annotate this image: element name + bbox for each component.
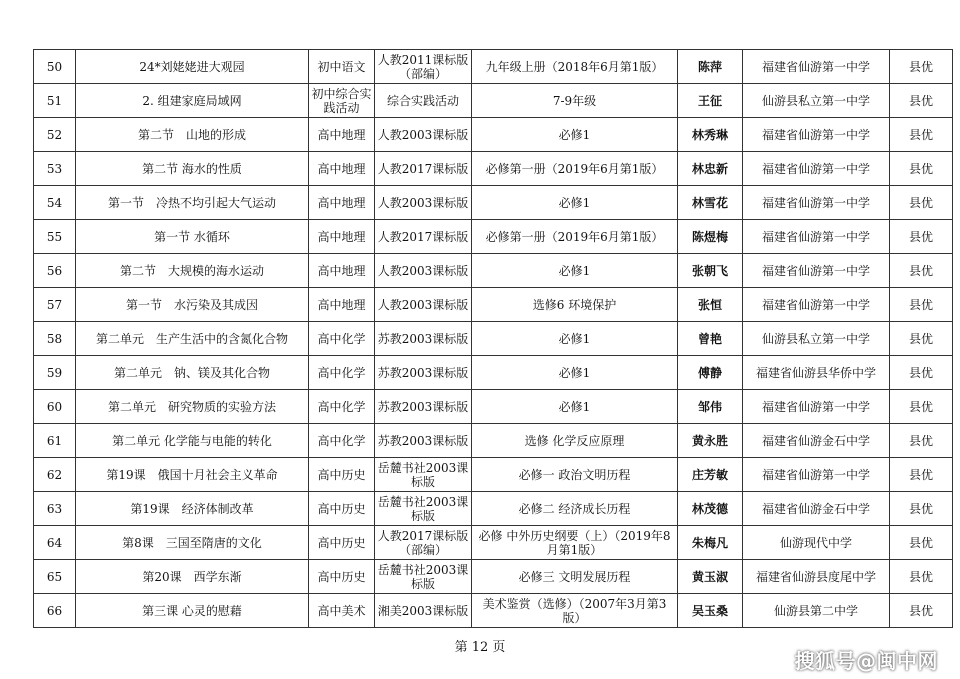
lesson-title-cell: 第二单元 化学能与电能的转化 bbox=[76, 424, 309, 458]
textbook-volume-cell: 必修1 bbox=[472, 118, 678, 152]
textbook-edition-cell: 综合实践活动 bbox=[375, 84, 472, 118]
subject-cell: 高中化学 bbox=[309, 424, 375, 458]
lesson-title-cell: 第19课 俄国十月社会主义革命 bbox=[76, 458, 309, 492]
subject-cell: 高中地理 bbox=[309, 118, 375, 152]
award-level-cell: 县优 bbox=[890, 84, 953, 118]
award-level-cell: 县优 bbox=[890, 186, 953, 220]
textbook-edition-cell: 人教2003课标版 bbox=[375, 254, 472, 288]
teacher-name-cell: 林忠新 bbox=[678, 152, 743, 186]
table-row bbox=[34, 50, 953, 84]
teacher-name-cell: 陈煜梅 bbox=[678, 220, 743, 254]
school-name-cell: 福建省仙游第一中学 bbox=[743, 458, 890, 492]
textbook-volume-cell: 必修1 bbox=[472, 356, 678, 390]
award-level-cell: 县优 bbox=[890, 288, 953, 322]
lesson-title-cell: 第三课 心灵的慰藉 bbox=[76, 594, 309, 628]
row-number-cell: 57 bbox=[34, 288, 76, 322]
lesson-title-cell: 第二单元 生产生活中的含氮化合物 bbox=[76, 322, 309, 356]
textbook-edition-cell: 人教2003课标版 bbox=[375, 288, 472, 322]
row-number-cell: 65 bbox=[34, 560, 76, 594]
table-row bbox=[34, 356, 953, 390]
table-row bbox=[34, 254, 953, 288]
textbook-edition-cell: 湘美2003课标版 bbox=[375, 594, 472, 628]
page-number: 第 12 页 bbox=[454, 640, 506, 655]
lesson-title-cell: 2. 组建家庭局域网 bbox=[76, 84, 309, 118]
lesson-title-cell: 第二节 大规模的海水运动 bbox=[76, 254, 309, 288]
teacher-name-cell: 张朝飞 bbox=[678, 254, 743, 288]
row-number-cell: 54 bbox=[34, 186, 76, 220]
table-row bbox=[34, 118, 953, 152]
award-level-cell: 县优 bbox=[890, 560, 953, 594]
lesson-title-cell: 第8课 三国至隋唐的文化 bbox=[76, 526, 309, 560]
school-name-cell: 福建省仙游第一中学 bbox=[743, 152, 890, 186]
lesson-title-cell: 第一节 水污染及其成因 bbox=[76, 288, 309, 322]
subject-cell: 高中历史 bbox=[309, 458, 375, 492]
table-row bbox=[34, 458, 953, 492]
row-number-cell: 55 bbox=[34, 220, 76, 254]
award-level-cell: 县优 bbox=[890, 152, 953, 186]
teacher-name-cell: 张恒 bbox=[678, 288, 743, 322]
row-number-cell: 61 bbox=[34, 424, 76, 458]
row-number-cell: 62 bbox=[34, 458, 76, 492]
subject-cell: 高中地理 bbox=[309, 186, 375, 220]
subject-cell: 高中历史 bbox=[309, 560, 375, 594]
row-number-cell: 53 bbox=[34, 152, 76, 186]
table-row bbox=[34, 220, 953, 254]
subject-cell: 初中综合实践活动 bbox=[309, 84, 375, 118]
textbook-volume-cell: 必修一 政治文明历程 bbox=[472, 458, 678, 492]
textbook-edition-cell: 苏教2003课标版 bbox=[375, 390, 472, 424]
table-row bbox=[34, 322, 953, 356]
subject-cell: 高中化学 bbox=[309, 322, 375, 356]
row-number-cell: 66 bbox=[34, 594, 76, 628]
table-row bbox=[34, 186, 953, 220]
table-row bbox=[34, 288, 953, 322]
table-row bbox=[34, 424, 953, 458]
teacher-name-cell: 黄永胜 bbox=[678, 424, 743, 458]
award-level-cell: 县优 bbox=[890, 254, 953, 288]
textbook-volume-cell: 九年级上册（2018年6月第1版） bbox=[472, 50, 678, 84]
school-name-cell: 福建省仙游金石中学 bbox=[743, 424, 890, 458]
row-number-cell: 63 bbox=[34, 492, 76, 526]
row-number-cell: 60 bbox=[34, 390, 76, 424]
subject-cell: 高中美术 bbox=[309, 594, 375, 628]
textbook-edition-cell: 人教2017课标版 bbox=[375, 152, 472, 186]
subject-cell: 高中化学 bbox=[309, 390, 375, 424]
subject-cell: 高中地理 bbox=[309, 220, 375, 254]
school-name-cell: 仙游县私立第一中学 bbox=[743, 322, 890, 356]
table-row bbox=[34, 526, 953, 560]
school-name-cell: 仙游县第二中学 bbox=[743, 594, 890, 628]
lesson-title-cell: 第一节 水循环 bbox=[76, 220, 309, 254]
award-level-cell: 县优 bbox=[890, 458, 953, 492]
lesson-title-cell: 第二单元 钠、镁及其化合物 bbox=[76, 356, 309, 390]
school-name-cell: 福建省仙游第一中学 bbox=[743, 254, 890, 288]
textbook-edition-cell: 人教2017课标版 bbox=[375, 220, 472, 254]
textbook-volume-cell: 必修 中外历史纲要（上）（2019年8月第1版） bbox=[472, 526, 678, 560]
table-row bbox=[34, 492, 953, 526]
textbook-volume-cell: 选修 化学反应原理 bbox=[472, 424, 678, 458]
award-level-cell: 县优 bbox=[890, 118, 953, 152]
textbook-edition-cell: 岳麓书社2003课标版 bbox=[375, 560, 472, 594]
row-number-cell: 56 bbox=[34, 254, 76, 288]
school-name-cell: 福建省仙游金石中学 bbox=[743, 492, 890, 526]
textbook-volume-cell: 美术鉴赏（选修）（2007年3月第3版） bbox=[472, 594, 678, 628]
textbook-edition-cell: 人教2003课标版 bbox=[375, 186, 472, 220]
subject-cell: 初中语文 bbox=[309, 50, 375, 84]
textbook-edition-cell: 苏教2003课标版 bbox=[375, 322, 472, 356]
award-level-cell: 县优 bbox=[890, 526, 953, 560]
watermark: 搜狐号@闽中网 bbox=[794, 649, 938, 673]
lesson-title-cell: 第二单元 研究物质的实验方法 bbox=[76, 390, 309, 424]
subject-cell: 高中地理 bbox=[309, 288, 375, 322]
textbook-edition-cell: 岳麓书社2003课标版 bbox=[375, 492, 472, 526]
award-level-cell: 县优 bbox=[890, 492, 953, 526]
table-row bbox=[34, 594, 953, 628]
teacher-name-cell: 吴玉桑 bbox=[678, 594, 743, 628]
lesson-title-cell: 第一节 冷热不均引起大气运动 bbox=[76, 186, 309, 220]
school-name-cell: 福建省仙游第一中学 bbox=[743, 390, 890, 424]
subject-cell: 高中历史 bbox=[309, 492, 375, 526]
school-name-cell: 福建省仙游第一中学 bbox=[743, 220, 890, 254]
subject-cell: 高中地理 bbox=[309, 254, 375, 288]
award-level-cell: 县优 bbox=[890, 322, 953, 356]
school-name-cell: 福建省仙游第一中学 bbox=[743, 288, 890, 322]
award-level-cell: 县优 bbox=[890, 390, 953, 424]
lesson-title-cell: 第20课 西学东渐 bbox=[76, 560, 309, 594]
row-number-cell: 51 bbox=[34, 84, 76, 118]
textbook-volume-cell: 必修1 bbox=[472, 254, 678, 288]
teacher-name-cell: 林茂德 bbox=[678, 492, 743, 526]
award-level-cell: 县优 bbox=[890, 220, 953, 254]
table-row bbox=[34, 390, 953, 424]
table-body bbox=[34, 50, 953, 628]
teacher-name-cell: 林雪花 bbox=[678, 186, 743, 220]
textbook-volume-cell: 必修三 文明发展历程 bbox=[472, 560, 678, 594]
row-number-cell: 52 bbox=[34, 118, 76, 152]
school-name-cell: 福建省仙游第一中学 bbox=[743, 118, 890, 152]
textbook-volume-cell: 必修二 经济成长历程 bbox=[472, 492, 678, 526]
subject-cell: 高中地理 bbox=[309, 152, 375, 186]
award-level-cell: 县优 bbox=[890, 356, 953, 390]
teacher-name-cell: 林秀琳 bbox=[678, 118, 743, 152]
table-row bbox=[34, 84, 953, 118]
school-name-cell: 福建省仙游县度尾中学 bbox=[743, 560, 890, 594]
textbook-volume-cell: 必修1 bbox=[472, 186, 678, 220]
award-level-cell: 县优 bbox=[890, 424, 953, 458]
teacher-name-cell: 傅静 bbox=[678, 356, 743, 390]
award-level-cell: 县优 bbox=[890, 594, 953, 628]
teacher-name-cell: 庄芳敏 bbox=[678, 458, 743, 492]
textbook-edition-cell: 人教2003课标版 bbox=[375, 118, 472, 152]
textbook-edition-cell: 苏教2003课标版 bbox=[375, 356, 472, 390]
teacher-name-cell: 陈萍 bbox=[678, 50, 743, 84]
school-name-cell: 福建省仙游第一中学 bbox=[743, 186, 890, 220]
textbook-edition-cell: 人教2011课标版（部编） bbox=[375, 50, 472, 84]
school-name-cell: 仙游县私立第一中学 bbox=[743, 84, 890, 118]
school-name-cell: 福建省仙游县华侨中学 bbox=[743, 356, 890, 390]
textbook-volume-cell: 必修第一册（2019年6月第1版） bbox=[472, 152, 678, 186]
textbook-edition-cell: 人教2017课标版（部编） bbox=[375, 526, 472, 560]
subject-cell: 高中化学 bbox=[309, 356, 375, 390]
teacher-name-cell: 王征 bbox=[678, 84, 743, 118]
teacher-name-cell: 黄玉淑 bbox=[678, 560, 743, 594]
textbook-volume-cell: 必修第一册（2019年6月第1版） bbox=[472, 220, 678, 254]
teacher-name-cell: 朱梅凡 bbox=[678, 526, 743, 560]
award-list-table bbox=[33, 49, 953, 628]
teacher-name-cell: 曾艳 bbox=[678, 322, 743, 356]
row-number-cell: 64 bbox=[34, 526, 76, 560]
subject-cell: 高中历史 bbox=[309, 526, 375, 560]
textbook-edition-cell: 岳麓书社2003课标版 bbox=[375, 458, 472, 492]
textbook-edition-cell: 苏教2003课标版 bbox=[375, 424, 472, 458]
table-row bbox=[34, 152, 953, 186]
school-name-cell: 福建省仙游第一中学 bbox=[743, 50, 890, 84]
school-name-cell: 仙游现代中学 bbox=[743, 526, 890, 560]
award-level-cell: 县优 bbox=[890, 50, 953, 84]
row-number-cell: 58 bbox=[34, 322, 76, 356]
textbook-volume-cell: 选修6 环境保护 bbox=[472, 288, 678, 322]
lesson-title-cell: 第二节 山地的形成 bbox=[76, 118, 309, 152]
row-number-cell: 50 bbox=[34, 50, 76, 84]
teacher-name-cell: 邹伟 bbox=[678, 390, 743, 424]
textbook-volume-cell: 7-9年级 bbox=[472, 84, 678, 118]
lesson-title-cell: 24*刘姥姥进大观园 bbox=[76, 50, 309, 84]
lesson-title-cell: 第二节 海水的性质 bbox=[76, 152, 309, 186]
textbook-volume-cell: 必修1 bbox=[472, 390, 678, 424]
table-row bbox=[34, 560, 953, 594]
textbook-volume-cell: 必修1 bbox=[472, 322, 678, 356]
row-number-cell: 59 bbox=[34, 356, 76, 390]
lesson-title-cell: 第19课 经济体制改革 bbox=[76, 492, 309, 526]
